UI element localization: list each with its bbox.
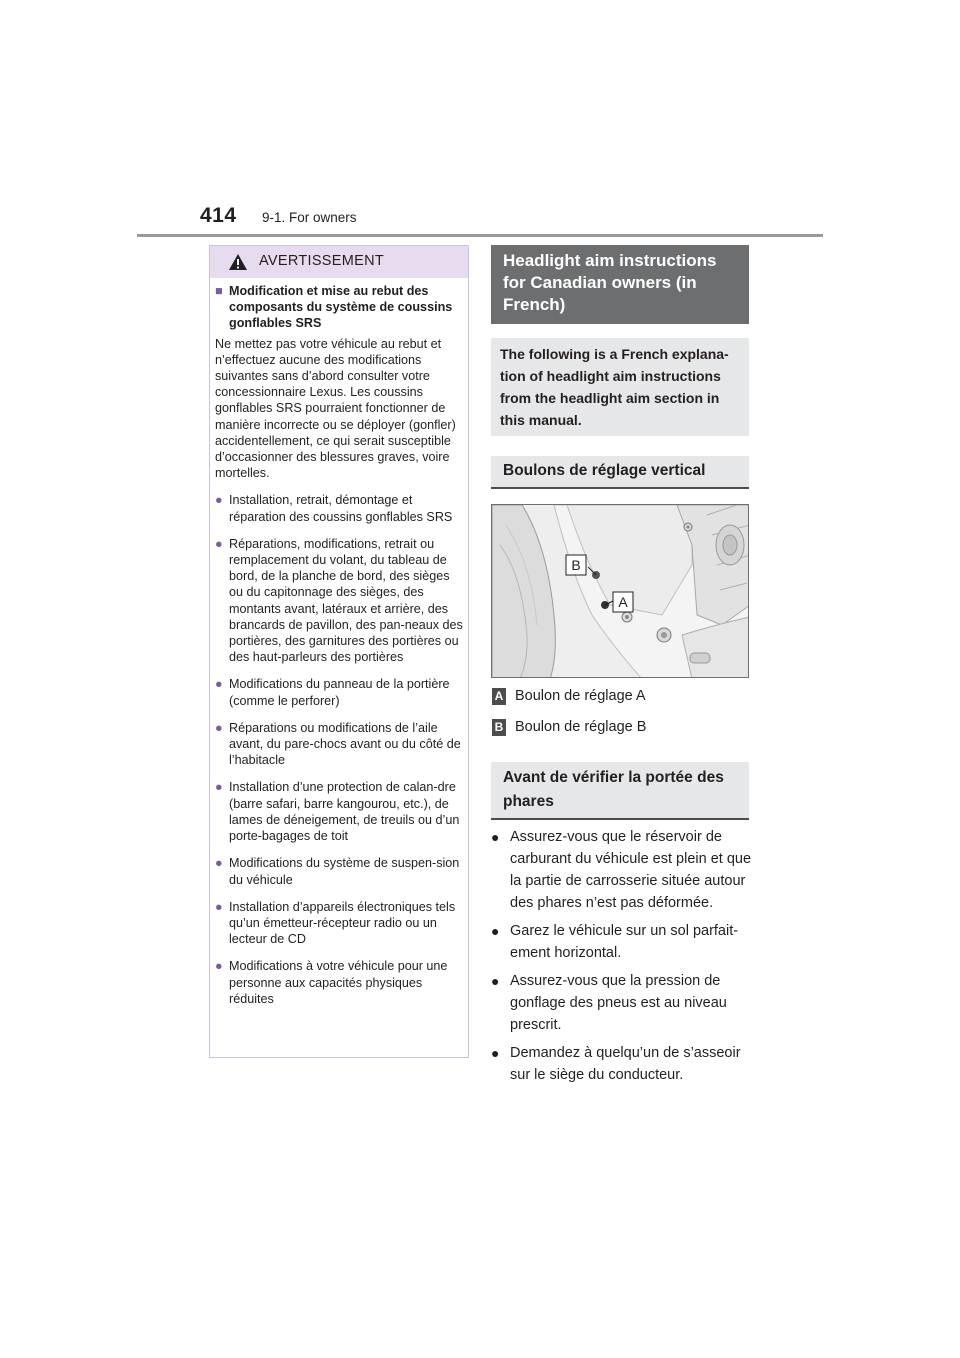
round-bullet-icon: ● [215,780,223,795]
subheading-vertical-bolts: Boulons de réglage vertical [503,462,706,479]
round-bullet-icon: ● [491,829,500,845]
warning-heading [215,283,465,332]
list-item: ● Garez le véhicule sur un sol parfait-ement horizontal. [491,920,753,964]
list-item: ● Assurez-vous que la pression de gonflage des pneus est au niveau prescrit. [491,970,753,1036]
checklist [491,826,753,1092]
figure-label-b: B [571,557,581,573]
warning-item: ● Modifications du système de suspen-sion du véhicule [215,856,460,887]
warning-item: ● Installation, retrait, démontage et réparation des coussins gonflables SRS [215,493,453,524]
list-item: ● Assurez-vous que le réservoir de carburant du véhicule est plein et que la partie de carrosserie située autour des phares n’est pas déformée. [491,826,753,914]
warning-item: ● Installation d’une protection de calan-dre (barre safari, barre kangourou, etc.), de lames de déneigement, de treuils ou d’un porte-bagages de toit [215,780,460,844]
round-bullet-icon: ● [215,959,223,974]
warning-title: AVERTISSEMENT [259,253,385,269]
square-bullet-icon: ■ [215,284,223,298]
round-bullet-icon: ● [215,720,223,735]
figure-label-a: A [618,594,628,610]
warning-item: ● Installation d’appareils électroniques tels qu’un émetteur-récepteur radio ou un lecteur de CD [215,899,456,947]
warning-item: ● Modifications à votre véhicule pour une personne aux capacités physiques réduites [215,959,448,1006]
warning-item: ● Réparations ou modifications de l’aile avant, du pare-chocs avant ou du côté de l’habitacle [215,720,461,768]
round-bullet-icon: ● [491,1045,500,1061]
warning-heading-text: Modification et mise au rebut des composants du système de coussins gonflables SRS [229,284,453,331]
headlight-figure [491,504,749,678]
round-bullet-icon: ● [491,923,500,939]
round-bullet-icon: ● [215,856,223,871]
warning-intro: Ne mettez pas votre véhicule au rebut et n’effectuez aucune des modifications suivantes sans d’abord consulter votre concessionnaire Lexus. Les coussins gonflables SRS pourraient fonctionner de manière incorrecte ou se déployer (gonfler) accidentellement, ce qui serait susceptible d’occasionner des blessures graves, voire mortelles. [215,336,456,481]
section-heading: Headlight aim instructions for Canadian owners (in French) [503,251,717,314]
warning-item: ● Réparations, modifications, retrait ou remplacement du volant, du tableau de bord, de la planche de bord, des sièges ou du capitonnage des sièges, des montants avant, latéraux et arrière, des brancards de pavillon, des pan-neaux des portières, des garnitures des portières ou des haut-parleurs des portières [215,536,463,665]
warning-triangle-icon [228,253,248,276]
label-text-a: Boulon de réglage A [515,688,646,704]
page-number: 414 [200,204,237,227]
round-bullet-icon: ● [215,493,223,508]
round-bullet-icon: ● [215,677,223,692]
list-item: ● Demandez à quelqu’un de s’asseoir sur le siège du conducteur. [491,1042,753,1086]
label-badge-a: A [492,688,506,705]
header-rule [137,234,823,237]
label-badge-b: B [492,719,506,736]
round-bullet-icon: ● [215,536,223,551]
round-bullet-icon: ● [491,973,500,989]
warning-body [215,283,465,1007]
round-bullet-icon: ● [215,899,223,914]
headlight-illustration [492,505,749,678]
section-title: 9-1. For owners [262,210,357,225]
label-text-b: Boulon de réglage B [515,719,647,735]
subheading-before-check: Avant de vérifier la portée des phares [503,769,724,810]
intro-text: The following is a French explana-tion of headlight aim instructions from the headlight aim section in this manual. [500,346,729,428]
warning-item: ● Modifications du panneau de la portière (comme le perforer) [215,677,450,708]
